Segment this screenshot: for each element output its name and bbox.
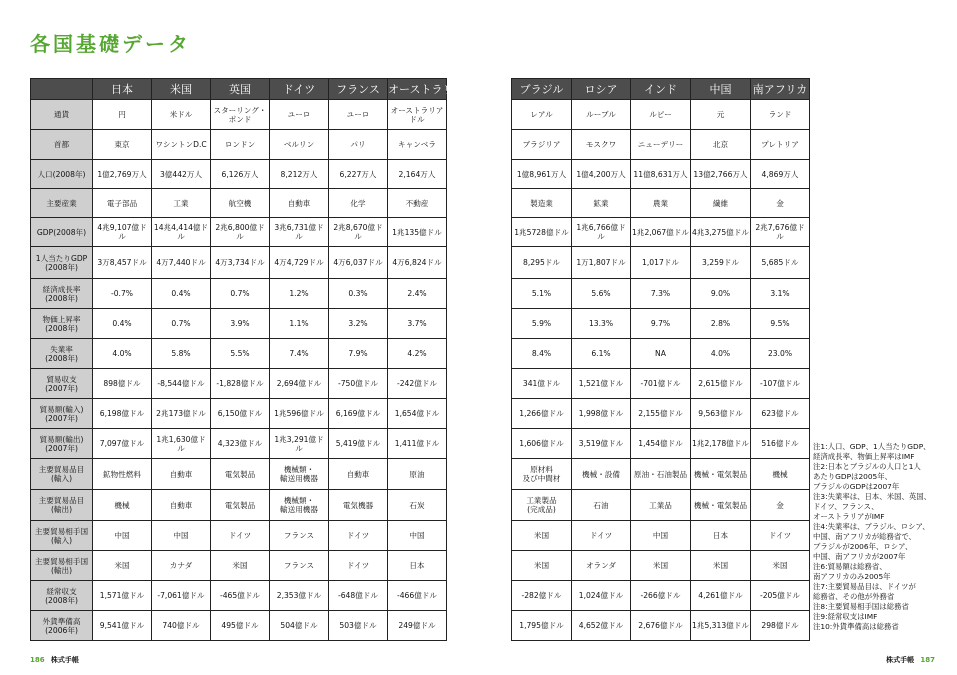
data-cell: 1億4,200万人	[572, 160, 631, 189]
table-row	[512, 160, 810, 189]
data-cell: 1兆6,766億ドル	[572, 218, 631, 247]
data-cell: 4,652億ドル	[572, 611, 631, 641]
data-cell: ベルリン	[270, 130, 329, 160]
data-cell: 341億ドル	[512, 369, 572, 399]
row-label: 人口(2008年)	[31, 160, 93, 189]
data-cell: 繊維	[691, 189, 751, 218]
footer-right	[882, 655, 935, 665]
page-number-right: 187	[920, 656, 935, 664]
table-row	[512, 100, 810, 130]
data-cell: -701億ドル	[631, 369, 691, 399]
table-row	[31, 309, 447, 339]
data-cell: ルピー	[631, 100, 691, 130]
data-cell: -750億ドル	[329, 369, 388, 399]
data-cell: 3億442万人	[152, 160, 211, 189]
data-cell: ニューデリー	[631, 130, 691, 160]
data-cell: ブラジリア	[512, 130, 572, 160]
data-cell: 9.0%	[691, 279, 751, 309]
footnote: 注2:日本とブラジルの人口と1人 あたりGDPは2005年、 ブラジルのGDPは2007年	[813, 462, 921, 491]
data-cell: 金	[751, 490, 810, 521]
data-cell: パリ	[329, 130, 388, 160]
table-row	[512, 130, 810, 160]
data-cell: 7.9%	[329, 339, 388, 369]
country-header: ブラジル	[512, 79, 572, 100]
row-label: 経済成長率 (2008年)	[31, 279, 93, 309]
data-cell: -7,061億ドル	[152, 581, 211, 611]
data-cell: 1,017ドル	[631, 247, 691, 279]
data-cell: 3,259ドル	[691, 247, 751, 279]
data-cell: 516億ドル	[751, 429, 810, 459]
data-cell: 2,164万人	[388, 160, 447, 189]
data-cell: 機械	[751, 459, 810, 490]
data-cell: 1万1,807ドル	[572, 247, 631, 279]
data-cell: カナダ	[152, 551, 211, 581]
data-cell: 6,227万人	[329, 160, 388, 189]
data-cell: 4,261億ドル	[691, 581, 751, 611]
country-header: 英国	[211, 79, 270, 100]
data-cell: 2.8%	[691, 309, 751, 339]
data-cell: 1兆5728億ドル	[512, 218, 572, 247]
data-cell: 元	[691, 100, 751, 130]
data-cell: 電気機器	[329, 490, 388, 521]
data-cell: 6.1%	[572, 339, 631, 369]
table-row	[31, 339, 447, 369]
row-label: 物価上昇率 (2008年)	[31, 309, 93, 339]
data-cell: 不動産	[388, 189, 447, 218]
footnote: 注1:人口、GDP、1人当たりGDP、 経済成長率、物価上昇率はIMF	[813, 442, 931, 461]
data-cell: 工業	[152, 189, 211, 218]
data-cell: 農業	[631, 189, 691, 218]
data-cell: 3,519億ドル	[572, 429, 631, 459]
data-cell: -107億ドル	[751, 369, 810, 399]
row-label: 貿易収支 (2007年)	[31, 369, 93, 399]
data-cell: 7,097億ドル	[93, 429, 152, 459]
data-cell: 4兆3,275億ドル	[691, 218, 751, 247]
data-cell: ドイツ	[572, 521, 631, 551]
data-cell: 5.5%	[211, 339, 270, 369]
data-cell: 4.0%	[691, 339, 751, 369]
data-cell: ユーロ	[329, 100, 388, 130]
table-row	[31, 189, 447, 218]
data-cell: モスクワ	[572, 130, 631, 160]
data-cell: ワシントンD.C	[152, 130, 211, 160]
data-cell: 2,676億ドル	[631, 611, 691, 641]
data-cell: 1兆5,313億ドル	[691, 611, 751, 641]
row-label: 貿易額(輸入) (2007年)	[31, 399, 93, 429]
data-cell: 電気製品	[211, 490, 270, 521]
data-cell: ドイツ	[211, 521, 270, 551]
table-row	[31, 160, 447, 189]
country-header: オーストラリア	[388, 79, 447, 100]
data-cell: オーストラリアドル	[388, 100, 447, 130]
data-cell: 米国	[211, 551, 270, 581]
data-cell: 日本	[691, 521, 751, 551]
table-row	[31, 247, 447, 279]
data-cell: 機械類・ 輸送用機器	[270, 459, 329, 490]
data-cell: フランス	[270, 551, 329, 581]
data-cell: 7.4%	[270, 339, 329, 369]
data-cell: 2,353億ドル	[270, 581, 329, 611]
data-cell: 6,126万人	[211, 160, 270, 189]
table-row	[31, 459, 447, 490]
data-cell: 1,571億ドル	[93, 581, 152, 611]
data-cell: -282億ドル	[512, 581, 572, 611]
data-cell: 503億ドル	[329, 611, 388, 641]
data-cell: 13.3%	[572, 309, 631, 339]
data-cell: 23.0%	[751, 339, 810, 369]
data-cell: 北京	[691, 130, 751, 160]
data-cell: 1,998億ドル	[572, 399, 631, 429]
country-header: 中国	[691, 79, 751, 100]
data-cell: 1兆3,291億ドル	[270, 429, 329, 459]
table-row	[512, 339, 810, 369]
country-header: ドイツ	[270, 79, 329, 100]
data-cell: 石炭	[388, 490, 447, 521]
data-cell: ロンドン	[211, 130, 270, 160]
data-cell: 13億2,766万人	[691, 160, 751, 189]
data-cell: 1,024億ドル	[572, 581, 631, 611]
data-cell: 米国	[691, 551, 751, 581]
data-cell: 米国	[93, 551, 152, 581]
data-cell: 495億ドル	[211, 611, 270, 641]
data-cell: 1,521億ドル	[572, 369, 631, 399]
row-label: 主要貿易相手国 (輸入)	[31, 521, 93, 551]
country-header: 南アフリカ	[751, 79, 810, 100]
data-cell: -466億ドル	[388, 581, 447, 611]
data-cell: 8.4%	[512, 339, 572, 369]
data-cell: 0.4%	[152, 279, 211, 309]
data-cell: NA	[631, 339, 691, 369]
country-header: フランス	[329, 79, 388, 100]
data-cell: 5,685ドル	[751, 247, 810, 279]
data-cell: 電気製品	[211, 459, 270, 490]
data-cell: 4万6,824ドル	[388, 247, 447, 279]
footnote: 注8:主要貿易相手国は総務省	[813, 602, 909, 611]
table-row	[512, 218, 810, 247]
data-cell: 0.7%	[152, 309, 211, 339]
data-cell: 5.8%	[152, 339, 211, 369]
data-cell: 石油	[572, 490, 631, 521]
data-cell: 2.4%	[388, 279, 447, 309]
country-header: インド	[631, 79, 691, 100]
data-cell: 6,169億ドル	[329, 399, 388, 429]
country-header: 米国	[152, 79, 211, 100]
data-cell: 中国	[388, 521, 447, 551]
data-cell: 機械類・ 輸送用機器	[270, 490, 329, 521]
data-cell: 1.2%	[270, 279, 329, 309]
table-row	[512, 399, 810, 429]
row-label: 通貨	[31, 100, 93, 130]
data-cell: 4兆9,107億ドル	[93, 218, 152, 247]
footer-title-right: 株式手帳	[886, 656, 915, 664]
table-row	[512, 551, 810, 581]
data-cell: 8,295ドル	[512, 247, 572, 279]
footnote: 注7:主要貿易品目は、ドイツが 総務省、その他が外務省	[813, 582, 916, 601]
data-cell: 金	[751, 189, 810, 218]
data-cell: 4万4,729ドル	[270, 247, 329, 279]
data-cell: 4万3,734ドル	[211, 247, 270, 279]
data-cell: 工業製品 (完成品)	[512, 490, 572, 521]
data-cell: 1,454億ドル	[631, 429, 691, 459]
data-cell: 5.1%	[512, 279, 572, 309]
table-row	[31, 369, 447, 399]
country-header: ロシア	[572, 79, 631, 100]
data-cell: 米国	[631, 551, 691, 581]
data-cell: 1兆1,630億ドル	[152, 429, 211, 459]
data-cell: 機械・電気製品	[691, 459, 751, 490]
data-cell: 1,606億ドル	[512, 429, 572, 459]
data-cell: 自動車	[329, 459, 388, 490]
row-label: 主要貿易品目 (輸入)	[31, 459, 93, 490]
data-cell: 898億ドル	[93, 369, 152, 399]
data-cell: 自動車	[152, 459, 211, 490]
table-row	[512, 459, 810, 490]
data-cell: -465億ドル	[211, 581, 270, 611]
data-cell: 自動車	[152, 490, 211, 521]
table-row	[31, 279, 447, 309]
data-cell: 1億8,961万人	[512, 160, 572, 189]
row-label: 主要貿易相手国 (輸出)	[31, 551, 93, 581]
data-cell: ルーブル	[572, 100, 631, 130]
data-cell: ドイツ	[329, 551, 388, 581]
data-cell: 4万6,037ドル	[329, 247, 388, 279]
data-cell: 2兆173億ドル	[152, 399, 211, 429]
data-cell: 298億ドル	[751, 611, 810, 641]
data-cell: フランス	[270, 521, 329, 551]
table-row	[512, 309, 810, 339]
data-cell: 電子部品	[93, 189, 152, 218]
left-country-table	[30, 78, 465, 641]
data-cell: 8,212万人	[270, 160, 329, 189]
data-cell: -205億ドル	[751, 581, 810, 611]
data-cell: 14兆4,414億ドル	[152, 218, 211, 247]
footer-left	[30, 655, 83, 665]
data-cell: 1兆135億ドル	[388, 218, 447, 247]
row-label: GDP(2008年)	[31, 218, 93, 247]
data-cell: 機械・設備	[572, 459, 631, 490]
data-cell: 0.7%	[211, 279, 270, 309]
data-cell: 機械	[93, 490, 152, 521]
data-cell: 機械・電気製品	[691, 490, 751, 521]
footer-title-left: 株式手帳	[50, 656, 79, 664]
data-cell: レアル	[512, 100, 572, 130]
corner-header-cell	[31, 79, 93, 100]
footnote: 注4:失業率は、ブラジル、ロシア、 中国、南アフリカが総務省で、 ブラジルが2006年、ロシア、 中国、南アフリカが2007年	[813, 522, 930, 561]
data-cell: 鉱物性燃料	[93, 459, 152, 490]
data-cell: 2,155億ドル	[631, 399, 691, 429]
data-cell: 1.1%	[270, 309, 329, 339]
data-cell: 5,419億ドル	[329, 429, 388, 459]
data-cell: 1兆596億ドル	[270, 399, 329, 429]
row-label: 1人当たりGDP (2008年)	[31, 247, 93, 279]
data-cell: 5.6%	[572, 279, 631, 309]
data-cell: -8,544億ドル	[152, 369, 211, 399]
data-cell: 623億ドル	[751, 399, 810, 429]
row-label: 首都	[31, 130, 93, 160]
data-cell: 工業品	[631, 490, 691, 521]
table-row	[512, 521, 810, 551]
data-cell: 0.4%	[93, 309, 152, 339]
right-country-table	[511, 78, 810, 641]
table-row	[31, 429, 447, 459]
footnote: 注3:失業率は、日本、米国、英国、 ドイツ、フランス、 オーストラリアがIMF	[813, 492, 932, 521]
page-number-left: 186	[30, 656, 45, 664]
footnote: 注9:経常収支はIMF	[813, 612, 878, 621]
row-label: 外貨準備高 (2006年)	[31, 611, 93, 641]
data-cell: -0.7%	[93, 279, 152, 309]
table-row	[31, 218, 447, 247]
data-cell: キャンベラ	[388, 130, 447, 160]
data-cell: -1,828億ドル	[211, 369, 270, 399]
data-cell: ユーロ	[270, 100, 329, 130]
data-cell: 9,541億ドル	[93, 611, 152, 641]
footnotes	[813, 442, 953, 632]
data-cell: 2兆7,676億ドル	[751, 218, 810, 247]
table-row	[512, 189, 810, 218]
table-row	[31, 399, 447, 429]
data-cell: 504億ドル	[270, 611, 329, 641]
data-cell: 9.7%	[631, 309, 691, 339]
data-cell: 4.2%	[388, 339, 447, 369]
data-cell: 米国	[751, 551, 810, 581]
data-cell: 円	[93, 100, 152, 130]
table-row	[512, 247, 810, 279]
data-cell: 4万7,440ドル	[152, 247, 211, 279]
data-cell: 6,150億ドル	[211, 399, 270, 429]
row-label: 貿易額(輸出) (2007年)	[31, 429, 93, 459]
data-cell: 4,323億ドル	[211, 429, 270, 459]
data-cell: 1,795億ドル	[512, 611, 572, 641]
country-header: 日本	[93, 79, 152, 100]
data-cell: 米国	[512, 521, 572, 551]
data-cell: 鉱業	[572, 189, 631, 218]
data-cell: ドイツ	[329, 521, 388, 551]
table-row	[31, 100, 447, 130]
data-cell: 2,615億ドル	[691, 369, 751, 399]
data-cell: 1,654億ドル	[388, 399, 447, 429]
table-row	[512, 611, 810, 641]
data-cell: プレトリア	[751, 130, 810, 160]
data-cell: 製造業	[512, 189, 572, 218]
row-label: 失業率 (2008年)	[31, 339, 93, 369]
data-cell: 1億2,769万人	[93, 160, 152, 189]
table-row	[31, 581, 447, 611]
data-cell: 中国	[93, 521, 152, 551]
data-cell: 1兆2,178億ドル	[691, 429, 751, 459]
data-cell: 3万8,457ドル	[93, 247, 152, 279]
data-cell: 1,266億ドル	[512, 399, 572, 429]
data-cell: 4.0%	[93, 339, 152, 369]
data-cell: 4,869万人	[751, 160, 810, 189]
table-row	[31, 551, 447, 581]
table-row	[31, 130, 447, 160]
table-row	[512, 581, 810, 611]
footnote: 注10:外貨準備高は総務省	[813, 622, 899, 631]
table-row	[31, 490, 447, 521]
data-cell: 11億8,631万人	[631, 160, 691, 189]
data-cell: -242億ドル	[388, 369, 447, 399]
data-cell: 化学	[329, 189, 388, 218]
table-row	[31, 521, 447, 551]
page-title: 各国基礎データ	[30, 32, 191, 56]
data-cell: ランド	[751, 100, 810, 130]
row-label: 経常収支 (2008年)	[31, 581, 93, 611]
data-cell: 249億ドル	[388, 611, 447, 641]
data-cell: 1兆2,067億ドル	[631, 218, 691, 247]
data-cell: 3.2%	[329, 309, 388, 339]
data-cell: 米ドル	[152, 100, 211, 130]
table-row	[512, 490, 810, 521]
data-cell: -648億ドル	[329, 581, 388, 611]
data-cell: 3.7%	[388, 309, 447, 339]
data-cell: 原油・石油製品	[631, 459, 691, 490]
data-cell: 9,563億ドル	[691, 399, 751, 429]
data-cell: 740億ドル	[152, 611, 211, 641]
data-cell: 米国	[512, 551, 572, 581]
row-label: 主要産業	[31, 189, 93, 218]
data-cell: 9.5%	[751, 309, 810, 339]
data-cell: 東京	[93, 130, 152, 160]
data-cell: 2兆6,800億ドル	[211, 218, 270, 247]
data-cell: 2,694億ドル	[270, 369, 329, 399]
data-cell: 日本	[388, 551, 447, 581]
table-row	[31, 611, 447, 641]
table-row	[512, 429, 810, 459]
data-cell: 航空機	[211, 189, 270, 218]
footnote: 注6:貿易額は総務省、 南アフリカのみ2005年	[813, 562, 891, 581]
data-cell: 6,198億ドル	[93, 399, 152, 429]
data-cell: 1,411億ドル	[388, 429, 447, 459]
data-cell: -266億ドル	[631, 581, 691, 611]
data-cell: スターリング・ポンド	[211, 100, 270, 130]
table-row	[512, 279, 810, 309]
table-row	[512, 369, 810, 399]
data-cell: 中国	[631, 521, 691, 551]
data-cell: 3兆6,731億ドル	[270, 218, 329, 247]
data-cell: 7.3%	[631, 279, 691, 309]
data-cell: 自動車	[270, 189, 329, 218]
data-cell: 2兆8,670億ドル	[329, 218, 388, 247]
data-cell: 3.9%	[211, 309, 270, 339]
data-cell: 原油	[388, 459, 447, 490]
data-cell: 中国	[152, 521, 211, 551]
row-label: 主要貿易品目 (輸出)	[31, 490, 93, 521]
data-cell: 3.1%	[751, 279, 810, 309]
data-cell: 原材料 及び中間材	[512, 459, 572, 490]
data-cell: オランダ	[572, 551, 631, 581]
data-cell: ドイツ	[751, 521, 810, 551]
data-cell: 5.9%	[512, 309, 572, 339]
data-cell: 0.3%	[329, 279, 388, 309]
